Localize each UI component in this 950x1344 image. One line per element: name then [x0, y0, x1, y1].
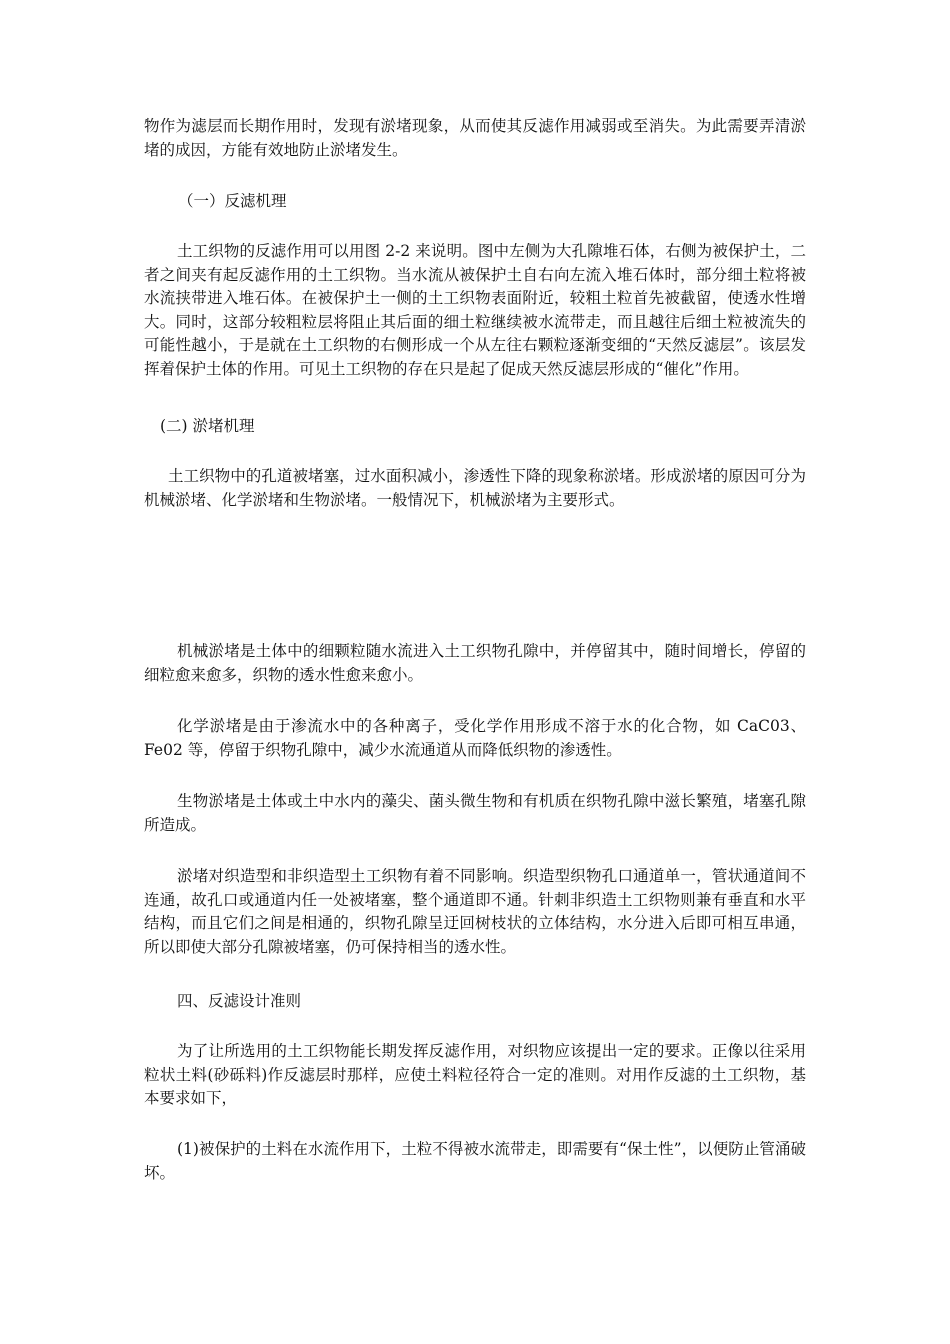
paragraph-filtration-mechanism: 土工织物的反滤作用可以用图 2-2 来说明。图中左侧为大孔隙堆石体，右侧为被保护土，二者之间夹有起反滤作用的土工织物。当水流从被保护土自右向左流入堆石体时，部分细土粒将被水流挟带进入堆石体。在被保护土一侧的土工织物表面附近，较粗土粒首先被截留，使透水性增大。同时，这部分较粗粒层将阻止其后面的细土粒继续被水流带走，而且越往后细土粒被流失的可能性越小，于是就在土工织物的右侧形成一个从左往右颗粒逐渐变细的“天然反滤层”。该层发挥着保护土体的作用。可见土工织物的存在只是起了促成天然反滤层形成的“催化”作用。 — [144, 242, 806, 378]
paragraph-chemical-clogging: 化学淤堵是由于渗流水中的各种离子，受化学作用形成不溶于水的化合物，如 CaC03、Fe02 等，停留于织物孔隙中，减少水流通道从而降低织物的渗透性。 — [144, 717, 806, 759]
paragraph-soil-retention-requirement: (1)被保护的土料在水流作用下，土粒不得被水流带走，即需要有“保土性”，以便防止管涌破坏。 — [144, 1140, 806, 1182]
paragraph-woven-nonwoven-effects: 淤堵对织造型和非织造型土工织物有着不同影响。织造型织物孔口通道单一，管状通道间不连通，故孔口或通道内任一处被堵塞，整个通道即不通。针刺非织造土工织物则兼有垂直和水平结构，而且它们之间是相通的，织物孔隙呈迂回树枝状的立体结构，水分进入后即可相互串通，所以即使大部分孔隙被堵塞，仍可保持相当的透水性。 — [144, 867, 806, 956]
heading-filter-design-criteria: 四、反滤设计准则 — [177, 992, 302, 1010]
heading-filtration-mechanism: （一）反滤机理 — [178, 192, 287, 210]
paragraph-intro-clogging: 物作为滤层而长期作用时，发现有淤堵现象，从而使其反滤作用减弱或至消失。为此需要弄清淤堵的成因，方能有效地防止淤堵发生。 — [144, 117, 806, 159]
heading-clogging-mechanism: (二) 淤堵机理 — [160, 417, 255, 435]
paragraph-design-requirements: 为了让所选用的土工织物能长期发挥反滤作用，对织物应该提出一定的要求。正像以往采用粒状土料(砂砾料)作反滤层时那样，应使土料粒径符合一定的准则。对用作反滤的土工织物，基本要求如下， — [144, 1042, 806, 1107]
paragraph-biological-clogging: 生物淤堵是土体或土中水内的藻尖、菌头微生物和有机质在织物孔隙中滋长繁殖，堵塞孔隙所造成。 — [144, 792, 806, 834]
paragraph-clogging-definition: 土工织物中的孔道被堵塞，过水面积减小，渗透性下降的现象称淤堵。形成淤堵的原因可分为机械淤堵、化学淤堵和生物淤堵。一般情况下，机械淤堵为主要形式。 — [144, 467, 806, 509]
paragraph-mechanical-clogging: 机械淤堵是土体中的细颗粒随水流进入土工织物孔隙中，并停留其中，随时间增长，停留的细粒愈来愈多，织物的透水性愈来愈小。 — [144, 642, 806, 684]
